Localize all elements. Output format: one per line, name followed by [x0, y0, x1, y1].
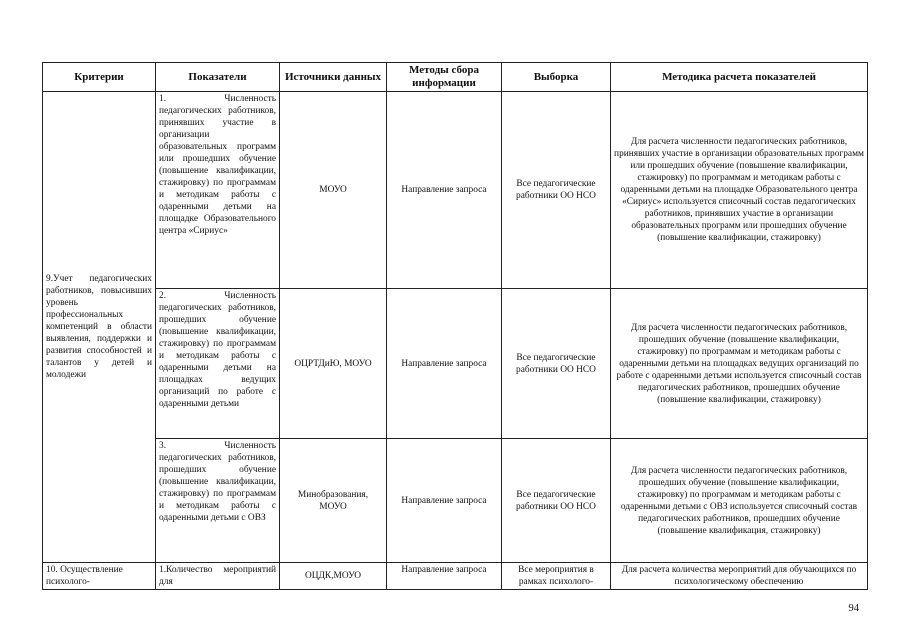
header-indicators: Показатели: [156, 63, 280, 92]
method-cell: Направление запроса: [387, 563, 502, 590]
method-cell: Направление запроса: [387, 439, 502, 563]
source-cell: Минобразования, МОУО: [280, 439, 387, 563]
sample-cell: Все педагогические работники ОО НСО: [502, 439, 611, 563]
source-cell: МОУО: [280, 92, 387, 289]
calculation-cell: Для расчета численности педагогических работников, принявших участие в организации образовательных программ или прошедших обучение (повышение квалификации, стажировку) по программам и методикам работы с одаренными детьми на площадке Образовательного центра «Сириус» используется списочный состав педагогических работников, принявших участие в организации образовательных программ или прошедших обучение (повышение квалификации, стажировку): [611, 92, 868, 289]
header-methods: Методы сбора информации: [387, 63, 502, 92]
method-cell: Направление запроса: [387, 92, 502, 289]
table-row: [43, 92, 868, 289]
source-cell: ОЦДК,МОУО: [280, 563, 387, 590]
calculation-cell: Для расчета численности педагогических работников, прошедших обучение (повышение квалификации, стажировку) по программам и методикам работы с одаренными детьми с ОВЗ используется списочный состав педагогических работников, прошедших обучение (повышение квалификация, стажировку): [611, 439, 868, 563]
sample-cell: Все педагогические работники ОО НСО: [502, 92, 611, 289]
header-criteria: Критерии: [43, 63, 156, 92]
indicator-cell: 2. Численность педагогических работников, прошедших обучение (повышение квалификации, стажировку) по программам и методикам работы с одаренными детьми на площадках ведущих организаций по работе с одаренными детьми: [156, 289, 280, 439]
criterion-cell: 10. Осуществление психолого-: [43, 563, 156, 590]
criteria-table: [42, 62, 868, 590]
header-calculation: Методика расчета показателей: [611, 63, 868, 92]
criterion-cell: 9.Учет педагогических работников, повысивших уровень профессиональных компетенций в области выявления, поддержки и развития способностей и талантов у детей и молодежи: [43, 92, 156, 563]
indicator-cell: 3. Численность педагогических работников, прошедших обучение (повышение квалификации, стажировку) по программам и методикам работы с одаренными детьми с ОВЗ: [156, 439, 280, 563]
table-row: [43, 289, 868, 439]
table-row: [43, 563, 868, 590]
calculation-cell: Для расчета численности педагогических работников, прошедших обучение (повышение квалификации, стажировку) по программам и методикам работы с одаренными детьми на площадках ведущих организаций по работе с одаренными детьми используется списочный состав педагогических работников, прошедших обучение (повышение квалификации, стажировку): [611, 289, 868, 439]
source-cell: ОЦРТДиЮ, МОУО: [280, 289, 387, 439]
page-number: 94: [848, 603, 859, 614]
indicator-cell: 1. Численность педагогических работников, принявших участие в организации образовательных программ или прошедших обучение (повышение квалификации, стажировку) по программам и методикам работы с одаренными детьми на площадке Образовательного центра «Сириус»: [156, 92, 280, 289]
header-sample: Выборка: [502, 63, 611, 92]
header-sources: Источники данных: [280, 63, 387, 92]
method-cell: Направление запроса: [387, 289, 502, 439]
indicator-cell: 1.Количество мероприятий для: [156, 563, 280, 590]
calculation-cell: Для расчета количества мероприятий для обучающихся по психологическому обеспечению: [611, 563, 868, 590]
sample-cell: Все педагогические работники ОО НСО: [502, 289, 611, 439]
table-row: [43, 439, 868, 563]
header-row: [43, 63, 868, 92]
sample-cell: Все мероприятия в рамках психолого-: [502, 563, 611, 590]
